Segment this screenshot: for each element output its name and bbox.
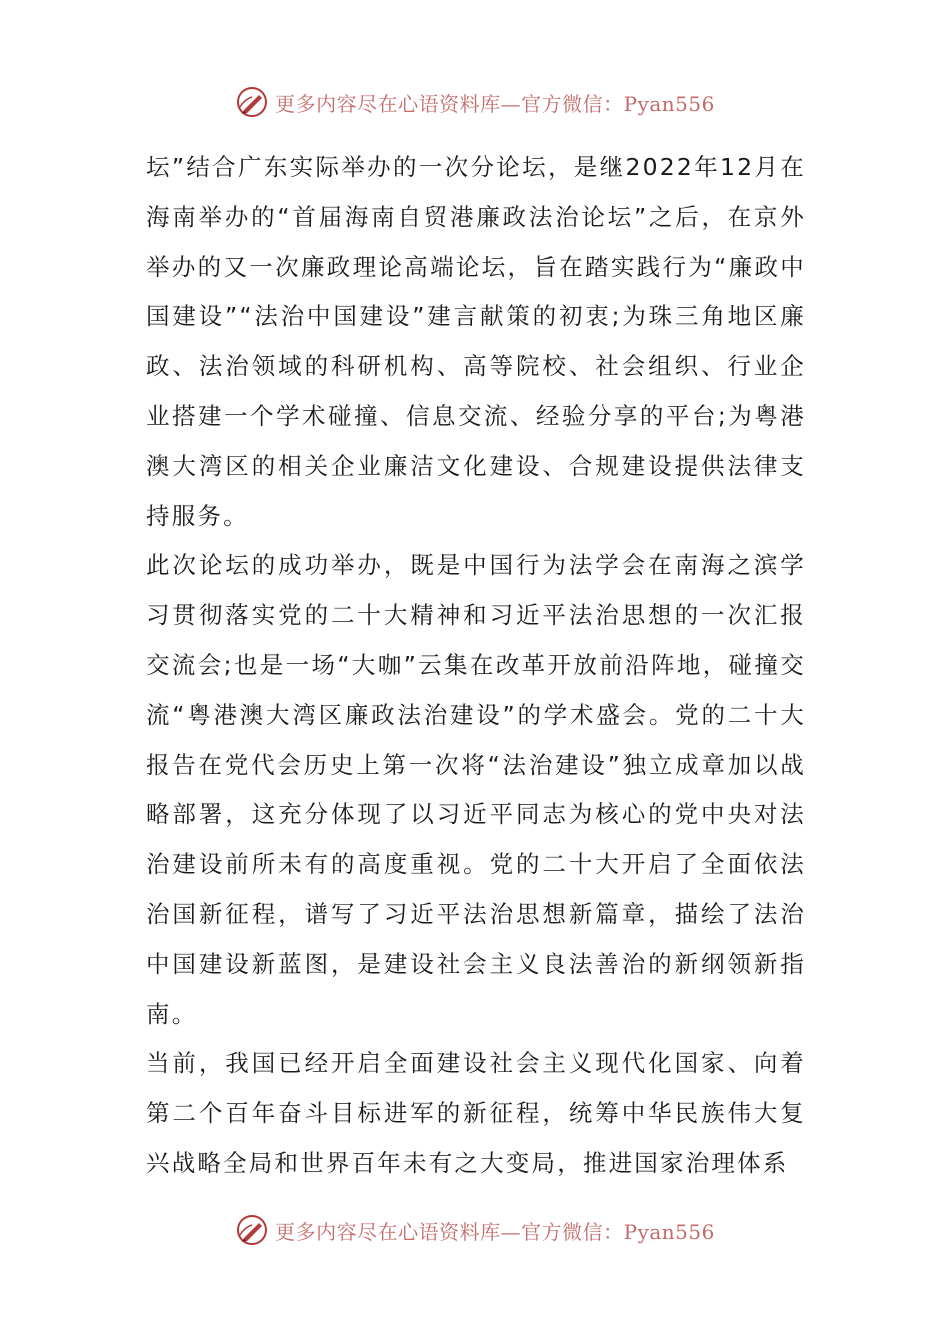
header-watermark-banner: [0, 82, 950, 122]
pen-logo-icon: [235, 1213, 269, 1247]
watermark-text: 更多内容尽在心语资料库—官方微信：Pyan556: [275, 91, 715, 116]
paragraph-3: 当前，我国已经开启全面建设社会主义现代化国家、向着第二个百年奋斗目标进军的新征程，统筹中华民族伟大复兴战略全局和世界百年未有之大变局，推进国家治理体系: [146, 1049, 806, 1177]
paragraph-1: 坛”结合广东实际举办的一次分论坛，是继2022年12月在海南举办的“首届海南自贸港廉政法治论坛”之后，在京外举办的又一次廉政理论高端论坛，旨在踏实践行为“廉政中国建设”“法治中国建设”建言献策的初衷;为珠三角地区廉政、法治领域的科研机构、高等院校、社会组织、行业企业搭建一个学术碰撞、信息交流、经验分享的平台;为粤港澳大湾区的相关企业廉洁文化建设、合规建设提供法律支持服务。: [146, 153, 806, 530]
footer-watermark-banner: [0, 1210, 950, 1250]
pen-logo-icon: [235, 85, 269, 119]
paragraph-2: 此次论坛的成功举办，既是中国行为法学会在南海之滨学习贯彻落实党的二十大精神和习近平法治思想的一次汇报交流会;也是一场“大咖”云集在改革开放前沿阵地，碰撞交流“粤港澳大湾区廉政法治建设”的学术盛会。党的二十大报告在党代会历史上第一次将“法治建设”独立成章加以战略部署，这充分体现了以习近平同志为核心的党中央对法治建设前所未有的高度重视。党的二十大开启了全面依法治国新征程，谱写了习近平法治思想新篇章，描绘了法治中国建设新蓝图，是建设社会主义良法善治的新纲领新指南。: [146, 551, 806, 1028]
watermark-text: 更多内容尽在心语资料库—官方微信：Pyan556: [275, 1219, 715, 1244]
document-body: [146, 143, 806, 1189]
